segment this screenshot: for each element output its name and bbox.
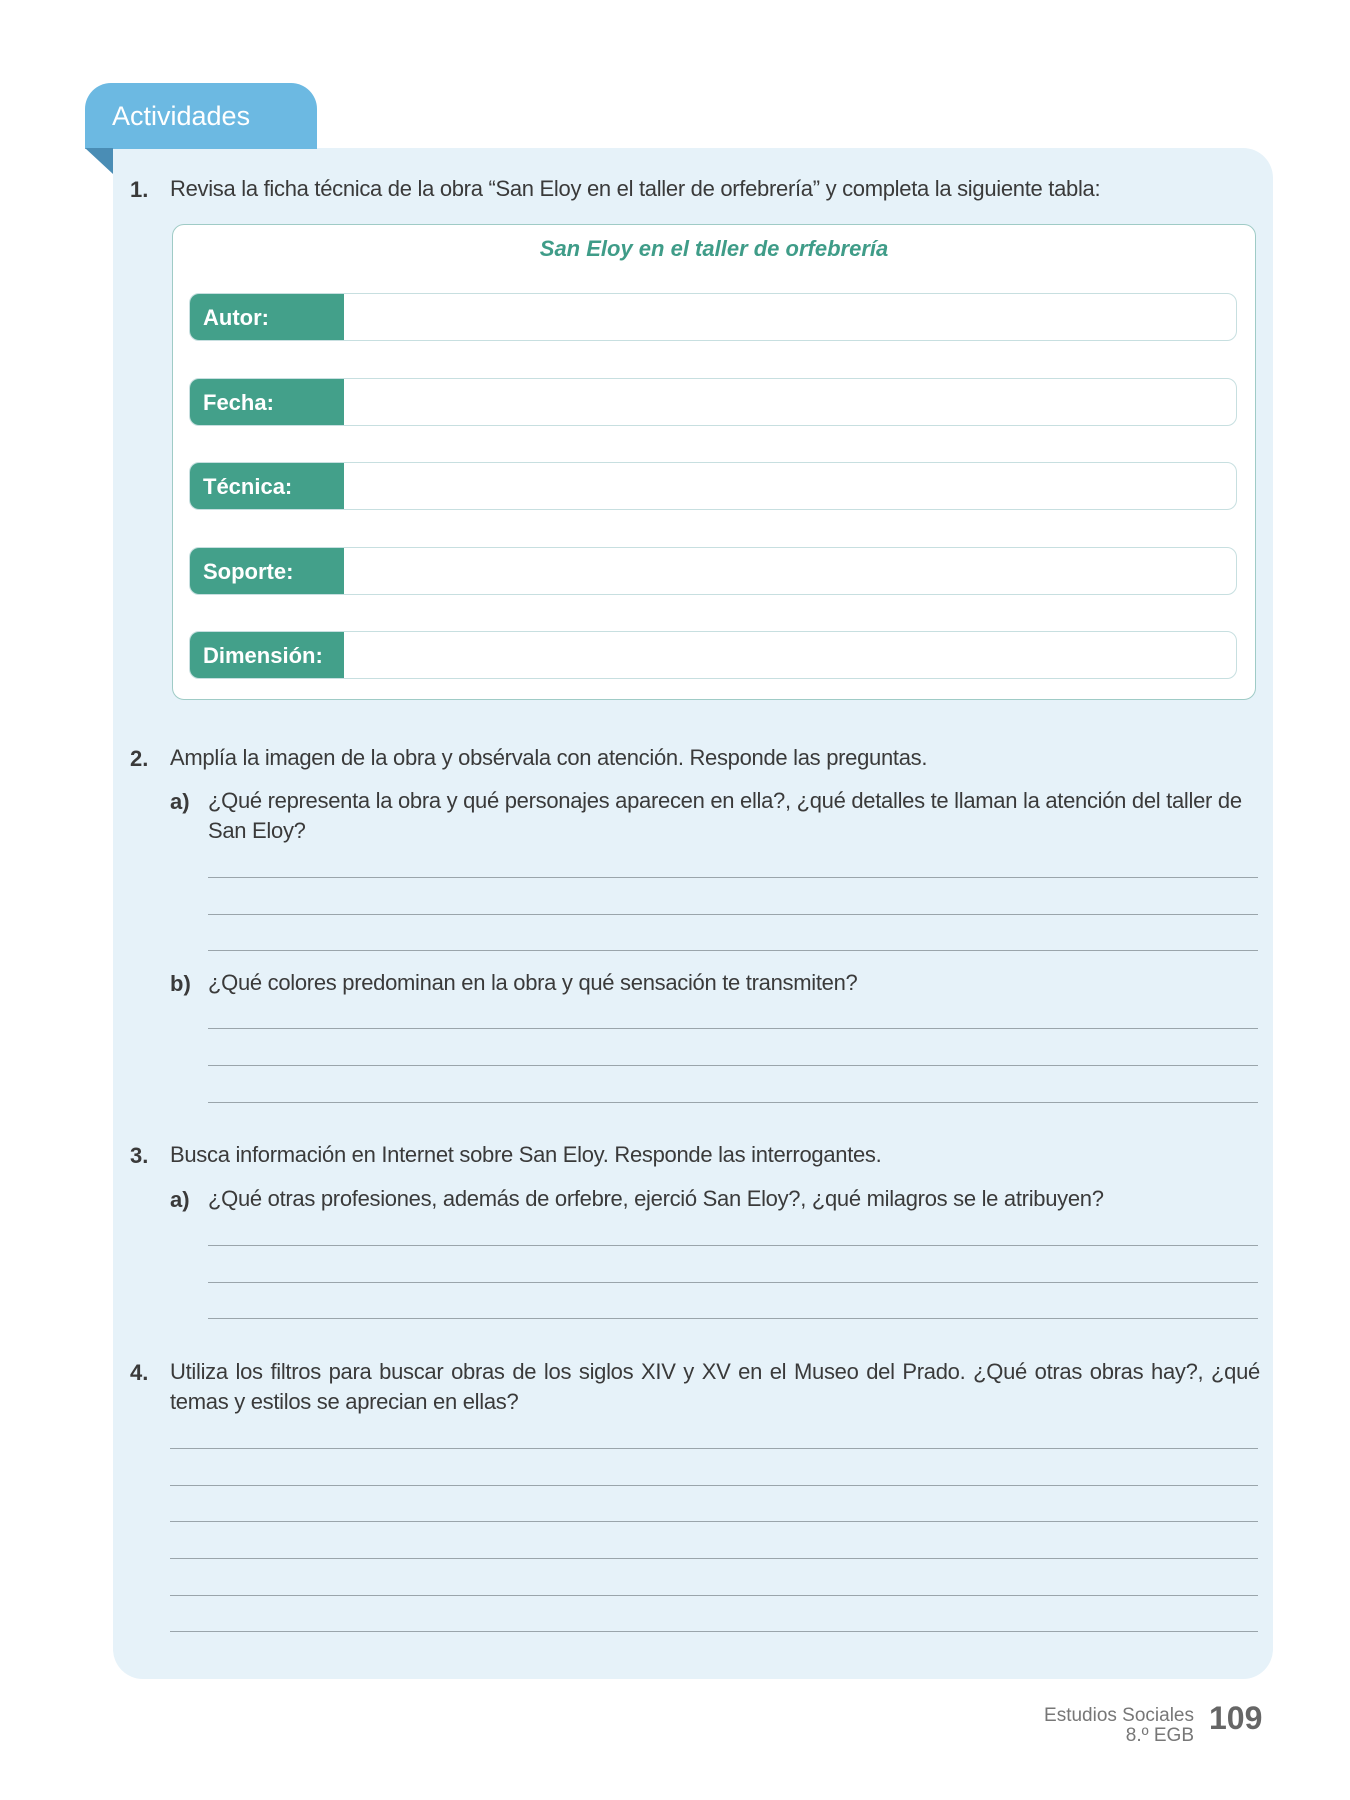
q2b-text: ¿Qué colores predominan en la obra y qué sensación te transmiten? — [208, 970, 858, 995]
q2-number: 2. — [130, 746, 149, 771]
q2-text: Amplía la imagen de la obra y obsérvala con atención. Responde las preguntas. — [170, 745, 928, 770]
q1-text: Revisa la ficha técnica de la obra “San Eloy en el taller de orfebrería” y completa la siguiente tabla: — [170, 176, 1101, 201]
answer-line[interactable] — [170, 1595, 1258, 1596]
subject-name: Estudios Sociales — [1044, 1705, 1194, 1726]
answer-line[interactable] — [208, 1318, 1258, 1319]
answer-line[interactable] — [170, 1631, 1258, 1632]
row-fecha[interactable] — [189, 378, 1237, 426]
row-label: Fecha: — [190, 379, 344, 425]
answer-line[interactable] — [208, 1245, 1258, 1246]
row-tecnica[interactable] — [189, 462, 1237, 510]
answer-line[interactable] — [208, 1028, 1258, 1029]
q3a-label: a) — [170, 1187, 190, 1212]
q2a-text: ¿Qué representa la obra y qué personajes aparecen en ella?, ¿qué detalles te llaman la atención del taller de San Eloy? — [208, 788, 1242, 843]
row-soporte[interactable] — [189, 547, 1237, 595]
answer-line[interactable] — [170, 1521, 1258, 1522]
answer-line[interactable] — [208, 950, 1258, 951]
row-autor[interactable] — [189, 293, 1237, 341]
answer-line[interactable] — [170, 1558, 1258, 1559]
row-label: Técnica: — [190, 463, 344, 509]
grade: 8.º EGB — [1125, 1725, 1194, 1746]
tab-fold — [85, 148, 113, 174]
q4-number: 4. — [130, 1360, 149, 1385]
row-label: Soporte: — [190, 548, 344, 594]
answer-line[interactable] — [170, 1448, 1258, 1449]
q3a-text: ¿Qué otras profesiones, además de orfebre, ejerció San Eloy?, ¿qué milagros se le atribuyen? — [208, 1186, 1104, 1211]
answer-line[interactable] — [208, 1102, 1258, 1103]
answer-line[interactable] — [208, 877, 1258, 878]
activities-tab: Actividades — [85, 83, 317, 149]
technical-sheet-table — [172, 224, 1256, 700]
q4-text: Utiliza los filtros para buscar obras de los siglos XIV y XV en el Museo del Prado. ¿Qué otras obras hay?, ¿qué temas y estilos se aprecian en ellas? — [170, 1359, 1260, 1414]
answer-line[interactable] — [170, 1485, 1258, 1486]
q2a-label: a) — [170, 789, 190, 814]
row-label: Autor: — [190, 294, 344, 340]
q3-number: 3. — [130, 1143, 149, 1168]
q3-text: Busca información en Internet sobre San Eloy. Responde las interrogantes. — [170, 1142, 882, 1167]
page-number: 109 — [1209, 1700, 1263, 1736]
footer-subject — [1044, 1706, 1194, 1746]
answer-line[interactable] — [208, 1065, 1258, 1066]
q1-number: 1. — [130, 177, 149, 202]
row-dimension[interactable] — [189, 631, 1237, 679]
row-label: Dimensión: — [190, 632, 344, 678]
answer-line[interactable] — [208, 1282, 1258, 1283]
table-title: San Eloy en el taller de orfebrería — [539, 236, 889, 261]
q2b-label: b) — [170, 971, 191, 996]
answer-line[interactable] — [208, 914, 1258, 915]
